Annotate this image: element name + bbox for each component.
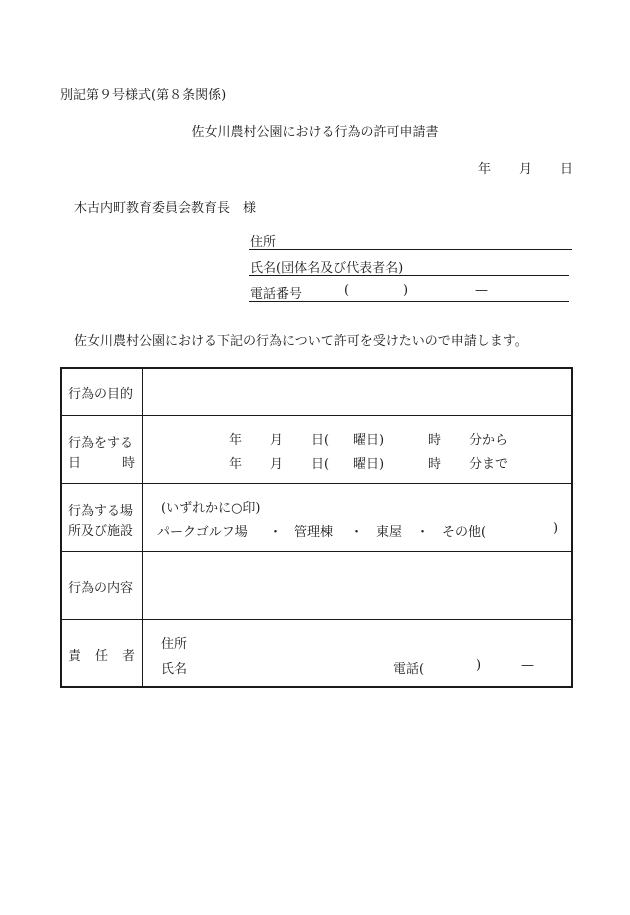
place-label-cell: [61, 483, 143, 551]
datetime-label-day: 日: [68, 455, 82, 471]
responsible-row: [61, 619, 572, 687]
from-weekday: 曜日): [353, 432, 385, 448]
responsible-label-cell: [61, 619, 143, 687]
from-minute: 分から: [469, 432, 509, 448]
datetime-label-cell: [61, 415, 143, 483]
place-label-line2: 所及び施設: [68, 523, 134, 539]
from-day: 日(: [311, 432, 330, 448]
content-input-cell[interactable]: [143, 551, 573, 619]
to-hour: 時: [428, 456, 442, 472]
date-year-label: 年: [478, 162, 492, 177]
applicant-phone-dash: —: [475, 283, 488, 298]
place-option-park-golf[interactable]: パークゴルフ場: [157, 524, 248, 540]
purpose-row: [61, 368, 572, 415]
application-table: [60, 367, 573, 688]
applicant-phone-paren-open: (: [344, 283, 350, 298]
responsible-phone-close: ): [476, 657, 482, 673]
place-separator: ・: [416, 524, 430, 540]
responsible-label-char3: 者: [122, 648, 136, 664]
datetime-label-time: 時: [122, 455, 136, 471]
responsible-label-char2: 任: [95, 648, 109, 664]
addressee: 木古内町教育委員会教育長 様: [74, 201, 257, 216]
place-note: (いずれかに○印): [161, 500, 261, 516]
content-row: [61, 551, 572, 619]
responsible-phone-dash: —: [521, 657, 534, 673]
form-number: 別記第９号様式(第８条関係): [60, 88, 227, 103]
purpose-label: 行為の目的: [68, 387, 134, 402]
place-other-close: ): [553, 520, 559, 536]
to-weekday: 曜日): [353, 456, 385, 472]
responsible-address-label: 住所: [161, 636, 188, 652]
applicant-name-label: 氏名(団体名及び代表者名): [250, 261, 404, 276]
applicant-address-label: 住所: [250, 235, 277, 250]
applicant-name-field[interactable]: [249, 257, 569, 276]
to-year: 年: [229, 456, 243, 472]
applicant-phone-field[interactable]: [249, 283, 569, 302]
place-input-cell[interactable]: [143, 483, 573, 551]
applicant-phone-paren-close: ): [403, 283, 409, 298]
date-month-label: 月: [519, 162, 533, 177]
place-option-admin-building[interactable]: 管理棟: [294, 524, 334, 540]
responsible-name-label: 氏名: [161, 661, 188, 677]
datetime-input-cell[interactable]: [143, 415, 573, 483]
intro-text: 佐女川農村公園における下記の行為について許可を受けたいので申請します。: [74, 334, 528, 349]
content-label: 行為の内容: [68, 580, 134, 596]
place-separator: ・: [269, 524, 283, 540]
place-label-line1: 行為する場: [68, 503, 134, 519]
from-month: 月: [270, 432, 284, 448]
from-hour: 時: [428, 432, 442, 448]
applicant-phone-label: 電話番号: [250, 287, 303, 302]
datetime-row: [61, 415, 572, 483]
responsible-phone-label: 電話(: [393, 661, 425, 677]
place-row: [61, 483, 572, 551]
place-option-other[interactable]: その他(: [442, 524, 487, 540]
to-day: 日(: [311, 456, 330, 472]
content-label-cell: [61, 551, 143, 619]
from-year: 年: [229, 432, 243, 448]
to-minute: 分まで: [469, 456, 509, 472]
date-day-label: 日: [560, 162, 574, 177]
datetime-label-line1: 行為をする: [68, 435, 134, 451]
purpose-input-cell[interactable]: [143, 368, 573, 415]
to-month: 月: [270, 456, 284, 472]
responsible-input-cell[interactable]: [143, 619, 573, 687]
responsible-label-char1: 責: [68, 648, 82, 664]
document-title: 佐女川農村公園における行為の許可申請書: [191, 125, 439, 140]
place-separator: ・: [350, 524, 364, 540]
applicant-address-field[interactable]: [249, 231, 572, 250]
place-option-gazebo[interactable]: 東屋: [376, 524, 403, 540]
purpose-label-cell: [61, 368, 143, 415]
